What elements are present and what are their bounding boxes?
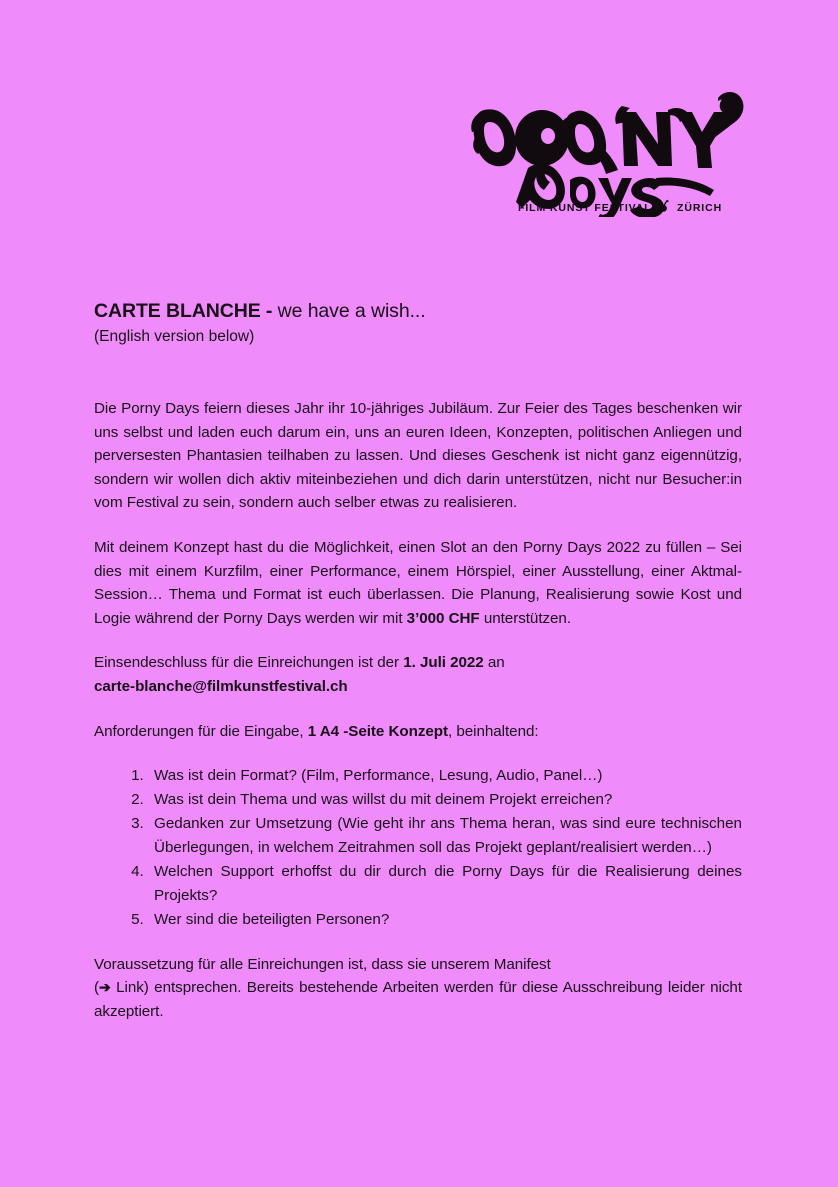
paragraph-concept <box>94 536 742 630</box>
paragraph-concept-part-a: Mit deinem Konzept hast du die Möglichkeit, einen Slot an den Porny Days 2022 zu füllen – Sei dies mit einem Kurzfilm, einer Performance, einem Hörspiel, einer Ausstellung, einer Aktmal-Session… Thema und Format ist euch überlassen. Die Planung, Realisierung sowie Kost und Logie während der Porny Days werden wir mit <box>94 538 742 627</box>
manifest-text-a: Voraussetzung für alle Einreichungen ist, dass sie unserem Manifest <box>94 955 551 973</box>
paragraph-intro: Die Porny Days feiern dieses Jahr ihr 10-jähriges Jubiläum. Zur Feier des Tages beschenken wir uns selbst und laden euch darum ein, uns an euren Ideen, Konzepten, politischen Anliegen und perversesten Phantasien teilhaben zu lassen. Und dieses Geschenk ist nicht ganz eigennützig, sondern wir wollen dich aktiv miteinbeziehen und dich darin unterstützen, nicht nur Besucher:in vom Festival zu sein, sondern auch selber etwas zu realisieren. <box>94 400 742 512</box>
deadline-text-b: an <box>483 654 505 672</box>
tagline-left-text: FILM KUNST FESTIVAL <box>518 202 652 214</box>
cherry-icon <box>655 199 673 216</box>
spacer <box>94 630 742 651</box>
document-content <box>94 298 742 1024</box>
manifest-paren-open: ( <box>94 979 100 997</box>
requirements-spec: 1 A4 -Seite Konzept <box>307 722 449 740</box>
list-item: 1. Was ist dein Format? (Film, Performance, Lesung, Audio, Panel…) <box>148 764 742 788</box>
spacer <box>94 515 742 536</box>
grant-amount: 3’000 CHF <box>406 609 480 627</box>
list-item: 4. Welchen Support erhoffst du dir durch die Porny Days für die Realisierung deines Projekts? <box>148 860 742 907</box>
logo-tagline <box>518 199 738 216</box>
requirements-text-b: , beinhaltend: <box>448 722 539 740</box>
spacer <box>94 348 742 397</box>
list-item: 2. Was ist dein Thema und was willst du mit deinem Projekt erreichen? <box>148 788 742 812</box>
page-title-rest: we have a wish... <box>272 300 426 322</box>
spacer <box>94 699 742 720</box>
list-item: 5. Wer sind die beteiligten Personen? <box>148 908 742 932</box>
deadline-text-a: Einsendeschluss für die Einreichungen ist der <box>94 654 404 672</box>
page-title-bold: CARTE BLANCHE - <box>94 300 273 322</box>
paragraph-manifest <box>94 953 742 1024</box>
paragraph-deadline <box>94 651 742 698</box>
spacer <box>94 743 742 764</box>
paragraph-requirements-intro <box>94 720 742 744</box>
requirements-list <box>94 764 742 931</box>
manifest-link-text[interactable]: Link) entsprechen. Bereits bestehende Arbeiten werden für diese Ausschreibung leider nicht akzeptiert. <box>94 979 742 1020</box>
page-title <box>94 298 742 324</box>
page-subtitle: (English version below) <box>94 328 255 345</box>
list-item: 3. Gedanken zur Umsetzung (Wie geht ihr ans Thema heran, was sind eure technischen Überlegungen, in welchem Zeitrahmen soll das Projekt geplant/realisiert werden…) <box>148 812 742 859</box>
contact-email[interactable]: carte-blanche@filmkunstfestival.ch <box>94 677 348 695</box>
porny-days-logo <box>470 92 750 232</box>
arrow-right-icon: ➔ <box>99 979 111 996</box>
requirements-text-a: Anforderungen für die Eingabe, <box>94 722 308 740</box>
paragraph-concept-part-b: unterstützen. <box>479 609 571 627</box>
deadline-date: 1. Juli 2022 <box>403 654 484 672</box>
tagline-right-text: ZÜRICH <box>677 202 723 214</box>
spacer <box>94 932 742 953</box>
